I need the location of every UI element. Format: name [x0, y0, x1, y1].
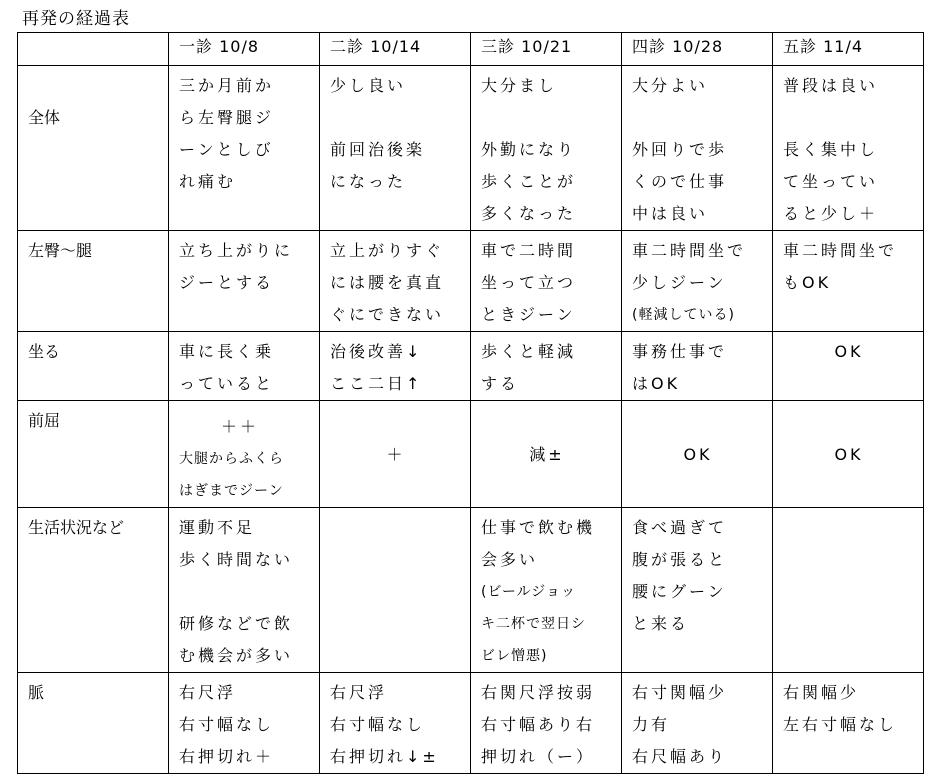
cell-line: 三か月前か [179, 76, 275, 95]
cell-line: 車二時間坐で [783, 241, 898, 260]
table-cell [320, 332, 471, 401]
row-label: 全体 [18, 66, 169, 231]
cell-line: はOK [632, 374, 681, 393]
header-cell: 四診 10/28 [622, 33, 773, 66]
cell-line: くので仕事 [632, 172, 728, 191]
cell-line: (軽減している) [632, 307, 735, 323]
table-cell [169, 332, 320, 401]
cell-line: 減± [529, 445, 565, 464]
table-cell [169, 66, 320, 231]
cell-line: ると少し＋ [783, 204, 879, 223]
cell-line: れ痛む [179, 172, 237, 191]
table-row [18, 33, 924, 66]
cell-line: 腹が張ると [632, 550, 728, 569]
cell-line: 右寸幅なし [179, 715, 275, 734]
table-cell [622, 66, 773, 231]
row-label: 左臀～腿 [18, 231, 169, 332]
cell-line: 前回治後楽 [330, 140, 426, 159]
table-cell [320, 508, 471, 673]
table-row [18, 673, 924, 774]
cell-line: 食べ過ぎて [632, 518, 728, 537]
cell-line: ビレ憎悪) [481, 648, 548, 664]
cell-line: 外勤になり [481, 140, 577, 159]
cell-line: 押切れ（ー） [481, 747, 596, 766]
cell-line: 車に長く乗 [179, 342, 275, 361]
cell-line: もOK [783, 273, 832, 292]
table-row [18, 231, 924, 332]
table-cell [773, 508, 924, 673]
table-cell [773, 66, 924, 231]
cell-line [783, 102, 915, 134]
cell-line: 右関尺浮按弱 [481, 683, 596, 702]
cell-line: 多くなった [481, 204, 577, 223]
table-cell [773, 673, 924, 774]
cell-line: 大腿からふくら [179, 451, 284, 467]
cell-line: 右寸幅なし [330, 715, 426, 734]
row-label: 生活状況など [18, 508, 169, 673]
cell-line: 右寸関幅少 [632, 683, 728, 702]
cell-line: する [481, 374, 520, 393]
cell-line: 右尺浮 [330, 683, 388, 702]
cell-line: 車二時間坐で [632, 241, 747, 260]
table-cell [169, 673, 320, 774]
table-row [18, 508, 924, 673]
cell-line: 運動不足 [179, 518, 256, 537]
cell-line: 右関幅少 [783, 683, 860, 702]
table-cell [622, 508, 773, 673]
cell-line: ーンとしび [179, 140, 274, 159]
cell-line: 立ち上がりに [179, 241, 294, 260]
table-cell [471, 673, 622, 774]
cell-line: 大分よい [632, 76, 709, 95]
table-cell [622, 401, 773, 508]
table-cell [622, 673, 773, 774]
table-cell [622, 231, 773, 332]
table-cell [320, 673, 471, 774]
cell-line: 歩くと軽減 [481, 342, 577, 361]
table-cell [471, 66, 622, 231]
cell-line: 左右寸幅なし [783, 715, 898, 734]
table-cell [169, 508, 320, 673]
cell-line: OK [683, 445, 713, 464]
cell-line [481, 102, 613, 134]
cell-line: 右尺浮 [179, 683, 237, 702]
cell-line: 大分まし [481, 76, 558, 95]
cell-line: はぎまでジーン [179, 483, 284, 499]
table-cell [773, 231, 924, 332]
header-corner-cell [18, 33, 169, 66]
cell-line: っていると [179, 374, 275, 393]
header-cell: 五診 11/4 [773, 33, 924, 66]
cell-line: 仕事で飲む機 [481, 518, 596, 537]
cell-line: 普段は良い [783, 76, 879, 95]
cell-line: ぐにできない [330, 305, 445, 324]
cell-line: 右押切れ↓± [330, 747, 439, 766]
table-cell [773, 401, 924, 508]
progress-table [17, 32, 924, 774]
cell-line: 右尺幅あり [632, 747, 728, 766]
cell-line: ときジーン [481, 305, 576, 324]
table-row [18, 332, 924, 401]
table-cell [471, 231, 622, 332]
row-label: 坐る [18, 332, 169, 401]
table-cell [773, 332, 924, 401]
header-cell: 三診 10/21 [471, 33, 622, 66]
cell-line: 右押切れ＋ [179, 747, 275, 766]
cell-line [179, 576, 311, 608]
table-cell [320, 66, 471, 231]
table-cell [622, 332, 773, 401]
table-cell [320, 401, 471, 508]
table-cell [471, 401, 622, 508]
cell-line: OK [834, 445, 864, 464]
table-row [18, 401, 924, 508]
cell-line: 会多い [481, 550, 539, 569]
cell-line: て坐ってい [783, 172, 879, 191]
cell-line: 長く集中し [783, 140, 879, 159]
cell-line: 歩くことが [481, 172, 577, 191]
cell-line: と来る [632, 614, 690, 633]
cell-line: 中は良い [632, 204, 709, 223]
cell-line: ここ二日↑ [330, 374, 423, 393]
cell-line: 力有 [632, 715, 671, 734]
table-cell [471, 332, 622, 401]
cell-line: 事務仕事で [632, 342, 728, 361]
cell-line: 坐って立つ [481, 273, 577, 292]
table-cell [169, 231, 320, 332]
cell-line: 立上がりすぐ [330, 241, 445, 260]
cell-line: む機会が多い [179, 646, 294, 665]
header-cell: 一診 10/8 [169, 33, 320, 66]
cell-line: キ二杯で翌日シ [481, 616, 586, 632]
table-row [18, 66, 924, 231]
cell-line: 治後改善↓ [330, 342, 423, 361]
row-label: 前屈 [18, 401, 169, 508]
cell-line: 少し良い [330, 76, 407, 95]
table-cell [471, 508, 622, 673]
cell-line: 右寸幅あり右 [481, 715, 596, 734]
row-label: 脈 [18, 673, 169, 774]
cell-line: には腰を真直 [330, 273, 445, 292]
cell-line: 車で二時間 [481, 241, 577, 260]
cell-line [632, 102, 764, 134]
cell-line: ＋＋ [221, 417, 260, 436]
cell-line [330, 102, 462, 134]
cell-line: ＋ [386, 445, 406, 464]
cell-line: 歩く時間ない [179, 550, 294, 569]
cell-line: OK [834, 342, 864, 361]
cell-line: 腰にグーン [632, 582, 727, 601]
header-cell: 二診 10/14 [320, 33, 471, 66]
cell-line: 少しジーン [632, 273, 727, 292]
cell-line: 外回りで歩 [632, 140, 728, 159]
document-title: 再発の経過表 [22, 9, 130, 29]
cell-line: になった [330, 172, 407, 191]
table-cell [320, 231, 471, 332]
table-cell [169, 401, 320, 508]
cell-line: ジーとする [179, 273, 275, 292]
cell-line: ら左臀腿ジ [179, 108, 275, 127]
cell-line: 研修などで飲 [179, 614, 294, 633]
cell-line: (ビールジョッ [481, 584, 576, 600]
